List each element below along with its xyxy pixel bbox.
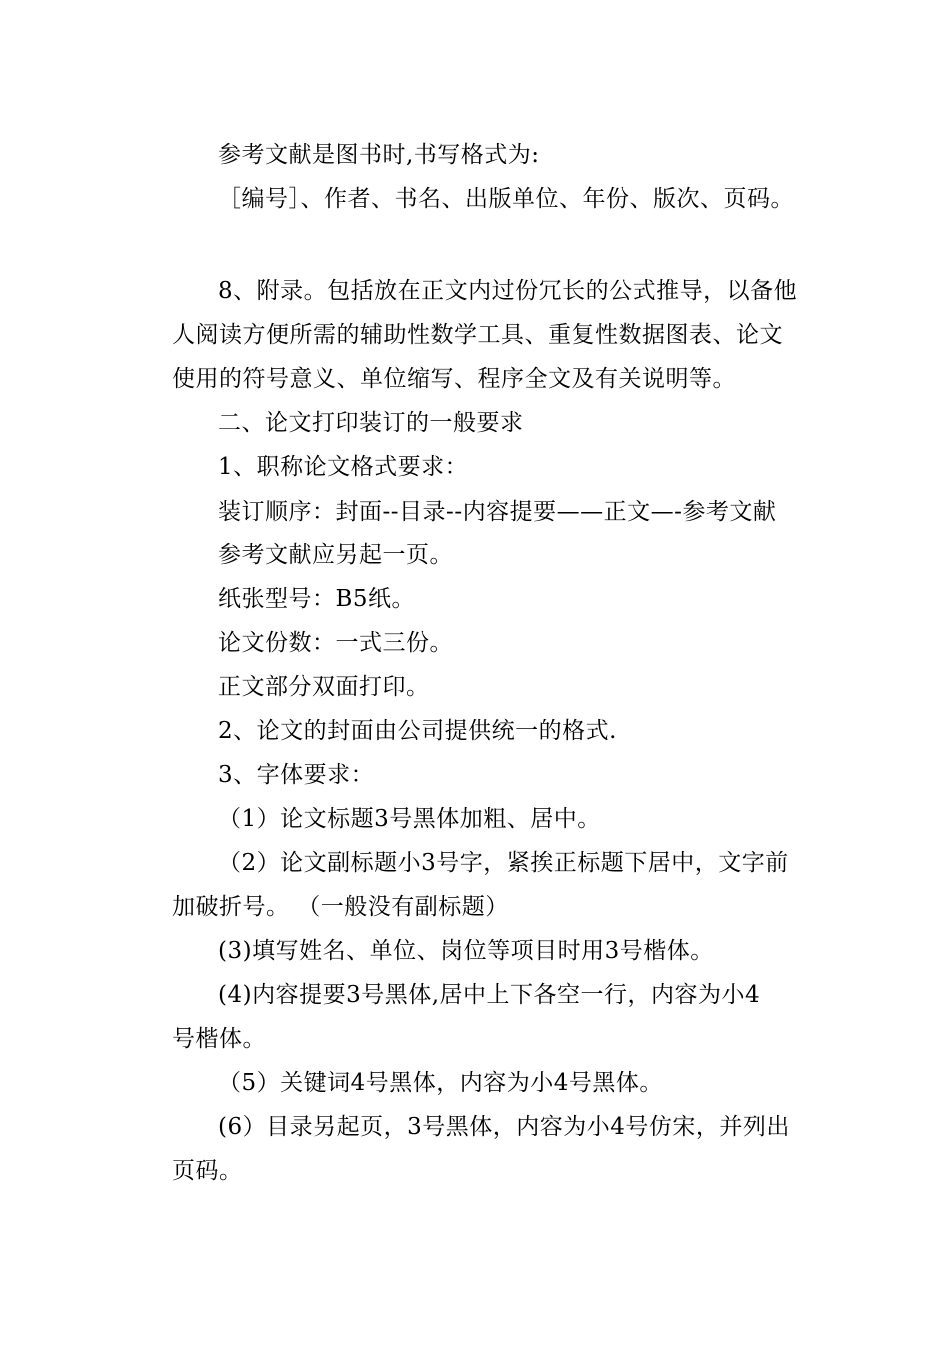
text-line: 页码。: [172, 1158, 243, 1184]
text-line: （5）关键词4号黑体，内容为小4号黑体。: [218, 1070, 663, 1096]
text-line: 号楷体。: [172, 1026, 266, 1052]
text-line: (4)内容提要3号黑体,居中上下各空一行，内容为小4: [218, 982, 761, 1008]
text-line: 使用的符号意义、单位缩写、程序全文及有关说明等。: [172, 366, 736, 392]
text-line: 1、职称论文格式要求：: [218, 454, 469, 480]
text-line: （2）论文副标题小3号字，紧挨正标题下居中，文字前: [218, 850, 789, 876]
text-line: 参考文献是图书时,书写格式为:: [218, 142, 540, 168]
text-line: （1）论文标题3号黑体加粗、居中。: [218, 806, 601, 832]
text-line: 装订顺序：封面--目录--内容提要——正文—-参考文献: [218, 499, 777, 525]
text-line: 8、附录。包括放在正文内过份冗长的公式推导，以备他: [218, 278, 798, 304]
text-line: 纸张型号：B5纸。: [218, 586, 416, 612]
text-line: 2、论文的封面由公司提供统一的格式.: [218, 718, 617, 744]
text-line: 加破折号。 （一般没有副标题）: [172, 894, 509, 920]
text-line: 3、字体要求：: [218, 762, 375, 788]
text-line: (3)填写姓名、单位、岗位等项目时用3号楷体。: [218, 938, 714, 964]
text-line: (6）目录另起页，3号黑体，内容为小4号仿宋，并列出: [218, 1114, 790, 1140]
section-heading: 二、论文打印装订的一般要求: [218, 410, 524, 436]
text-line: 论文份数：一式三份。: [218, 630, 453, 656]
text-line: 正文部分双面打印。: [218, 674, 430, 700]
text-line: 参考文献应另起一页。: [218, 542, 453, 568]
text-line: 人阅读方便所需的辅助性数学工具、重复性数据图表、论文: [172, 322, 783, 348]
text-line: ［编号］、作者、书名、出版单位、年份、版次、页码。: [218, 186, 794, 212]
